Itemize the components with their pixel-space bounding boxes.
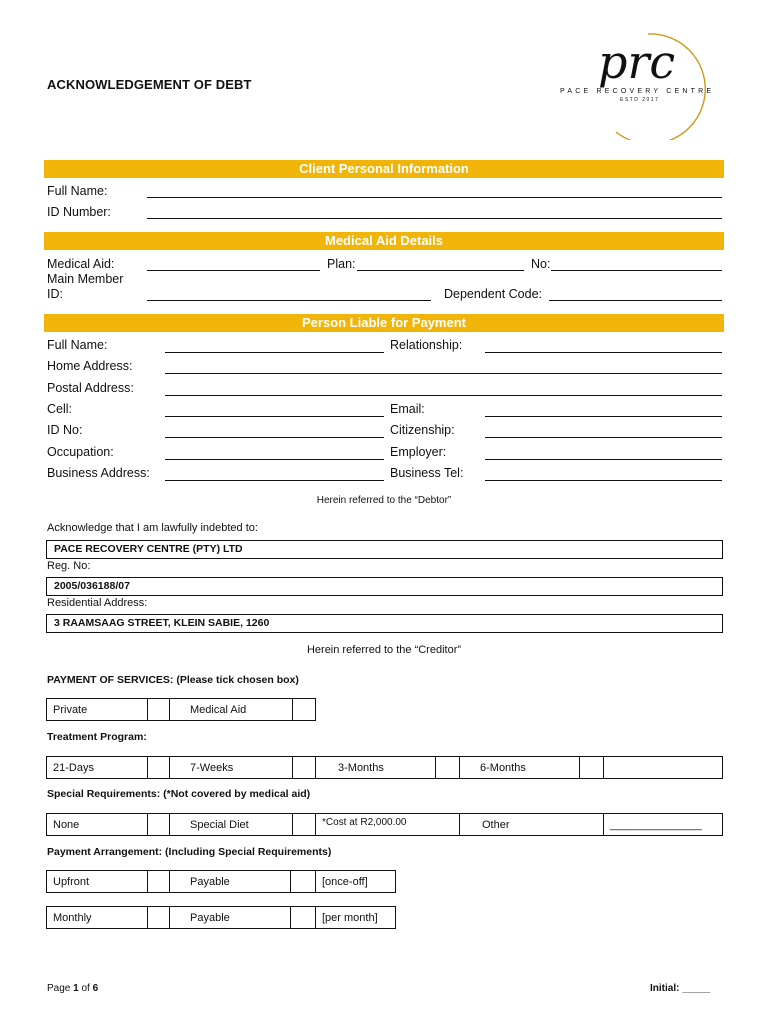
- option-21-days-label: 21-Days: [47, 757, 148, 779]
- option-6-months-label: 6-Months: [460, 757, 580, 779]
- payer-full-name-field[interactable]: [165, 352, 384, 353]
- id-no-field[interactable]: [165, 437, 384, 438]
- plan-label: Plan:: [327, 257, 356, 271]
- reg-no-box: 2005/036188/07: [46, 577, 723, 596]
- plan-field[interactable]: [357, 270, 524, 271]
- client-id-number-field[interactable]: [147, 218, 722, 219]
- initial-label: Initial:: [650, 983, 680, 994]
- prc-logo: [556, 28, 736, 140]
- option-other-blank[interactable]: _______________: [604, 814, 723, 836]
- medical-aid-label: Medical Aid:: [47, 257, 115, 271]
- employer-field[interactable]: [485, 459, 722, 460]
- relationship-field[interactable]: [485, 352, 722, 353]
- creditor-name-box: PACE RECOVERY CENTRE (PTY) LTD: [46, 540, 723, 559]
- person-liable-heading: Person Liable for Payment: [44, 314, 724, 332]
- arrangement-upfront-payable: Payable: [170, 871, 291, 893]
- option-3-months-label: 3-Months: [316, 757, 436, 779]
- medical-aid-heading: Medical Aid Details: [44, 232, 724, 250]
- business-address-field[interactable]: [165, 480, 384, 481]
- residential-address-label: Residential Address:: [47, 597, 148, 609]
- citizenship-field[interactable]: [485, 437, 722, 438]
- citizenship-label: Citizenship:: [390, 423, 455, 437]
- initial-blank: _____: [682, 983, 711, 994]
- cell-label: Cell:: [47, 402, 73, 416]
- treatment-spare-cell: [604, 757, 723, 779]
- special-diet-cost-note: *Cost at R2,000.00: [316, 814, 460, 836]
- arrangement-monthly-term: [per month]: [316, 907, 396, 929]
- id-no-label: ID No:: [47, 423, 83, 437]
- logo-mark: prc: [598, 35, 676, 89]
- occupation-label: Occupation:: [47, 445, 114, 459]
- payment-services-heading: PAYMENT OF SERVICES: (Please tick chosen box): [47, 674, 299, 686]
- treatment-program-heading: Treatment Program:: [47, 731, 147, 743]
- option-special-diet-label: Special Diet: [170, 814, 293, 836]
- arrangement-monthly-payable: Payable: [170, 907, 291, 929]
- arrangement-monthly-label: Monthly: [47, 907, 148, 929]
- relationship-label: Relationship:: [390, 338, 463, 352]
- client-info-heading: Client Personal Information: [44, 160, 724, 178]
- payment-arrangement-heading: Payment Arrangement: (Including Special Requirements): [47, 846, 332, 858]
- arrangement-upfront-term: [once-off]: [316, 871, 396, 893]
- page-of: of: [78, 983, 93, 994]
- option-none-checkbox[interactable]: [148, 814, 170, 836]
- employer-label: Employer:: [390, 445, 447, 459]
- medical-no-label: No:: [531, 257, 551, 271]
- option-medical-aid-label: Medical Aid: [170, 699, 293, 721]
- business-tel-label: Business Tel:: [390, 466, 464, 480]
- client-id-number-label: ID Number:: [47, 205, 111, 219]
- option-private-label: Private: [47, 699, 148, 721]
- page-total: 6: [92, 983, 99, 994]
- email-label: Email:: [390, 402, 425, 416]
- main-member-label: Main Member: [47, 272, 124, 286]
- payment-services-table: [46, 698, 316, 721]
- option-7-weeks-label: 7-Weeks: [170, 757, 293, 779]
- main-member-id-label: ID:: [47, 287, 63, 301]
- medical-no-field[interactable]: [551, 270, 722, 271]
- postal-address-field[interactable]: [165, 395, 722, 396]
- document-title: ACKNOWLEDGEMENT OF DEBT: [47, 77, 252, 92]
- dependent-code-label: Dependent Code:: [444, 287, 542, 301]
- postal-address-label: Postal Address:: [47, 381, 134, 395]
- option-21-days-checkbox[interactable]: [148, 757, 170, 779]
- occupation-field[interactable]: [165, 459, 384, 460]
- logo-estd: ESTD 2017: [620, 97, 660, 103]
- option-other-label: Other: [460, 814, 604, 836]
- option-medical-aid-checkbox[interactable]: [293, 699, 316, 721]
- arrangement-upfront-checkbox[interactable]: [148, 871, 170, 893]
- page-current: 1: [73, 983, 79, 994]
- cell-field[interactable]: [165, 416, 384, 417]
- special-requirements-heading: Special Requirements: (*Not covered by medical aid): [47, 788, 311, 800]
- business-address-label: Business Address:: [47, 466, 150, 480]
- initial-field[interactable]: [650, 983, 710, 994]
- arrangement-monthly-checkbox[interactable]: [148, 907, 170, 929]
- creditor-note: Herein referred to the “Creditor”: [306, 644, 462, 656]
- arrangement-upfront-label: Upfront: [47, 871, 148, 893]
- arrangement-monthly-table: [46, 906, 396, 929]
- option-private-checkbox[interactable]: [148, 699, 170, 721]
- page-prefix: Page: [47, 983, 74, 994]
- main-member-id-field[interactable]: [147, 300, 431, 301]
- medical-aid-field[interactable]: [147, 270, 320, 271]
- logo-name: PACE RECOVERY CENTRE: [560, 88, 715, 95]
- special-requirements-table: [46, 813, 723, 836]
- home-address-label: Home Address:: [47, 359, 133, 373]
- debtor-note: Herein referred to the “Debtor”: [316, 495, 452, 506]
- client-full-name-field[interactable]: [147, 197, 722, 198]
- option-special-diet-checkbox[interactable]: [293, 814, 316, 836]
- arrangement-upfront-table: [46, 870, 396, 893]
- business-tel-field[interactable]: [485, 480, 722, 481]
- treatment-program-table: [46, 756, 723, 779]
- option-7-weeks-checkbox[interactable]: [293, 757, 316, 779]
- client-full-name-label: Full Name:: [47, 184, 108, 198]
- option-none-label: None: [47, 814, 148, 836]
- creditor-intro: Acknowledge that I am lawfully indebted to:: [47, 522, 258, 534]
- reg-no-label: Reg. No:: [47, 560, 91, 572]
- payer-full-name-label: Full Name:: [47, 338, 108, 352]
- residential-address-box: 3 RAAMSAAG STREET, KLEIN SABIE, 1260: [46, 614, 723, 633]
- arrangement-monthly-amount[interactable]: [291, 907, 316, 929]
- page-number: [47, 983, 98, 994]
- option-6-months-checkbox[interactable]: [580, 757, 604, 779]
- email-field[interactable]: [485, 416, 722, 417]
- option-3-months-checkbox[interactable]: [436, 757, 460, 779]
- home-address-field[interactable]: [165, 373, 722, 374]
- dependent-code-field[interactable]: [549, 300, 722, 301]
- arrangement-upfront-amount[interactable]: [291, 871, 316, 893]
